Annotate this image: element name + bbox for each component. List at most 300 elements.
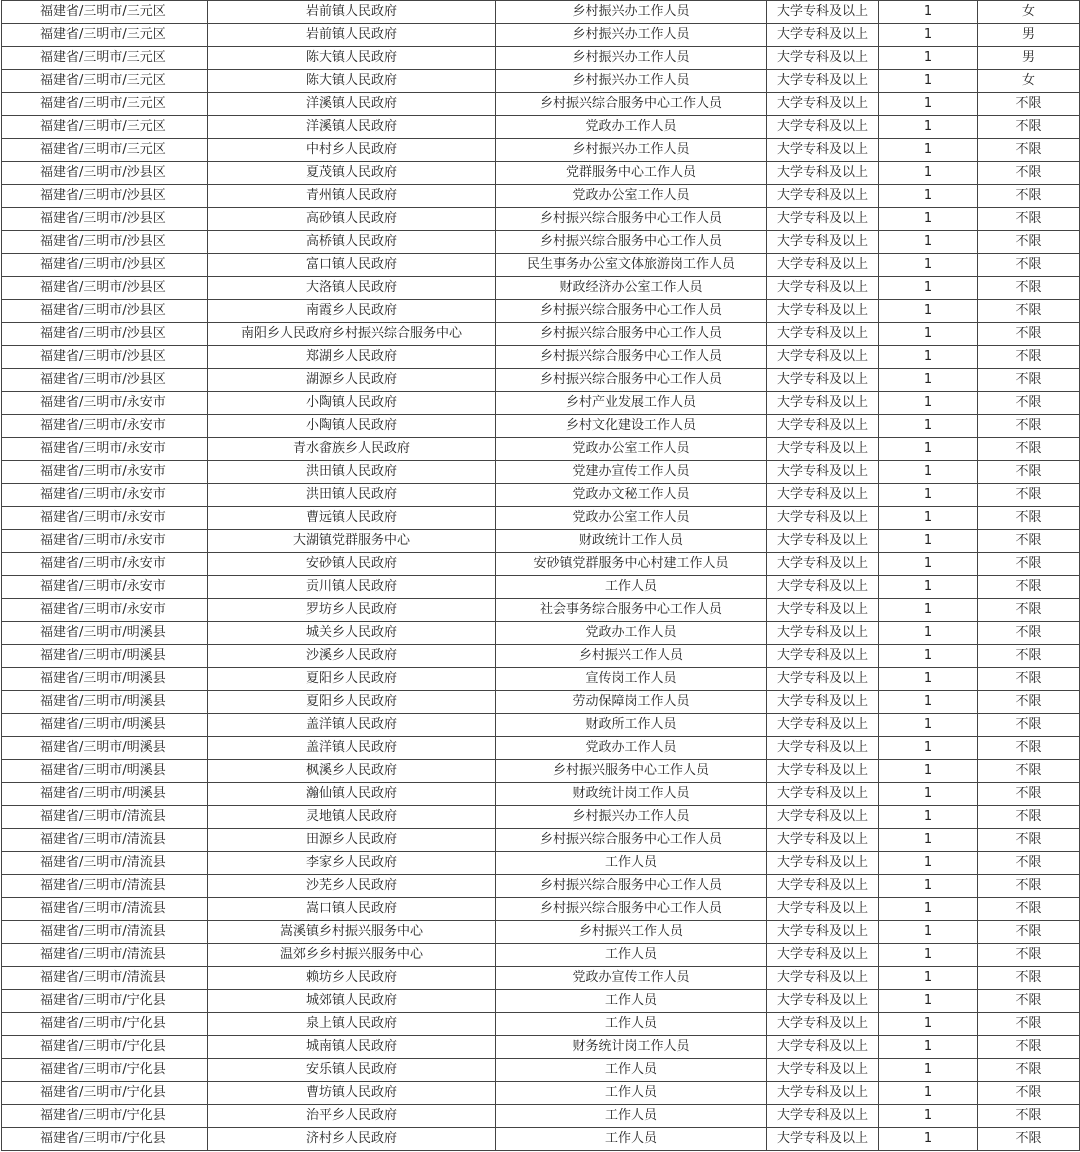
- region-cell: 福建省/三明市/沙县区: [2, 300, 208, 323]
- count-cell: 1: [879, 1059, 978, 1082]
- position-cell: 乡村振兴办工作人员: [496, 139, 767, 162]
- table-row: [2, 1059, 1080, 1082]
- count-cell: 1: [879, 1036, 978, 1059]
- position-cell: 工作人员: [496, 944, 767, 967]
- education-cell: 大学专科及以上: [767, 622, 879, 645]
- region-cell: 福建省/三明市/永安市: [2, 530, 208, 553]
- region-cell: 福建省/三明市/宁化县: [2, 1082, 208, 1105]
- position-cell: 党政办文秘工作人员: [496, 484, 767, 507]
- education-cell: 大学专科及以上: [767, 783, 879, 806]
- table-row: [2, 1128, 1080, 1151]
- education-cell: 大学专科及以上: [767, 277, 879, 300]
- count-cell: 1: [879, 323, 978, 346]
- employer-cell: 洋溪镇人民政府: [208, 116, 496, 139]
- table-row: [2, 622, 1080, 645]
- region-cell: 福建省/三明市/明溪县: [2, 737, 208, 760]
- region-cell: 福建省/三明市/明溪县: [2, 645, 208, 668]
- gender-cell: 不限: [978, 783, 1080, 806]
- position-cell: 财政统计岗工作人员: [496, 783, 767, 806]
- region-cell: 福建省/三明市/清流县: [2, 944, 208, 967]
- table-row: [2, 254, 1080, 277]
- table-row: [2, 530, 1080, 553]
- gender-cell: 不限: [978, 553, 1080, 576]
- employer-cell: 治平乡人民政府: [208, 1105, 496, 1128]
- table-row: [2, 714, 1080, 737]
- position-cell: 财政统计工作人员: [496, 530, 767, 553]
- education-cell: 大学专科及以上: [767, 829, 879, 852]
- count-cell: 1: [879, 599, 978, 622]
- employer-cell: 小陶镇人民政府: [208, 415, 496, 438]
- gender-cell: 不限: [978, 507, 1080, 530]
- count-cell: 1: [879, 622, 978, 645]
- count-cell: 1: [879, 1013, 978, 1036]
- table-row: [2, 185, 1080, 208]
- education-cell: 大学专科及以上: [767, 852, 879, 875]
- education-cell: 大学专科及以上: [767, 369, 879, 392]
- table-row: [2, 1036, 1080, 1059]
- education-cell: 大学专科及以上: [767, 47, 879, 70]
- gender-cell: 不限: [978, 576, 1080, 599]
- education-cell: 大学专科及以上: [767, 461, 879, 484]
- gender-cell: 不限: [978, 1128, 1080, 1151]
- gender-cell: 不限: [978, 760, 1080, 783]
- position-cell: 乡村振兴综合服务中心工作人员: [496, 829, 767, 852]
- employer-cell: 大湖镇党群服务中心: [208, 530, 496, 553]
- gender-cell: 不限: [978, 208, 1080, 231]
- education-cell: 大学专科及以上: [767, 1059, 879, 1082]
- region-cell: 福建省/三明市/清流县: [2, 829, 208, 852]
- position-cell: 乡村振兴综合服务中心工作人员: [496, 231, 767, 254]
- position-cell: 乡村振兴综合服务中心工作人员: [496, 898, 767, 921]
- count-cell: 1: [879, 576, 978, 599]
- count-cell: 1: [879, 1105, 978, 1128]
- region-cell: 福建省/三明市/沙县区: [2, 323, 208, 346]
- region-cell: 福建省/三明市/清流县: [2, 898, 208, 921]
- table-row: [2, 70, 1080, 93]
- gender-cell: 不限: [978, 116, 1080, 139]
- table-row: [2, 1082, 1080, 1105]
- region-cell: 福建省/三明市/三元区: [2, 93, 208, 116]
- count-cell: 1: [879, 507, 978, 530]
- count-cell: 1: [879, 530, 978, 553]
- region-cell: 福建省/三明市/沙县区: [2, 254, 208, 277]
- position-cell: 党政办公室工作人员: [496, 507, 767, 530]
- region-cell: 福建省/三明市/明溪县: [2, 760, 208, 783]
- position-cell: 乡村振兴综合服务中心工作人员: [496, 300, 767, 323]
- count-cell: 1: [879, 116, 978, 139]
- table-row: [2, 24, 1080, 47]
- gender-cell: 不限: [978, 875, 1080, 898]
- employer-cell: 盖洋镇人民政府: [208, 714, 496, 737]
- position-cell: 党建办宣传工作人员: [496, 461, 767, 484]
- gender-cell: 不限: [978, 691, 1080, 714]
- region-cell: 福建省/三明市/宁化县: [2, 1059, 208, 1082]
- employer-cell: 贡川镇人民政府: [208, 576, 496, 599]
- region-cell: 福建省/三明市/永安市: [2, 415, 208, 438]
- employer-cell: 中村乡人民政府: [208, 139, 496, 162]
- employer-cell: 田源乡人民政府: [208, 829, 496, 852]
- employer-cell: 李家乡人民政府: [208, 852, 496, 875]
- education-cell: 大学专科及以上: [767, 415, 879, 438]
- employer-cell: 罗坊乡人民政府: [208, 599, 496, 622]
- gender-cell: 不限: [978, 599, 1080, 622]
- table-row: [2, 162, 1080, 185]
- gender-cell: 不限: [978, 1036, 1080, 1059]
- region-cell: 福建省/三明市/明溪县: [2, 622, 208, 645]
- employer-cell: 南阳乡人民政府乡村振兴综合服务中心: [208, 323, 496, 346]
- count-cell: 1: [879, 1128, 978, 1151]
- gender-cell: 不限: [978, 231, 1080, 254]
- region-cell: 福建省/三明市/永安市: [2, 507, 208, 530]
- region-cell: 福建省/三明市/沙县区: [2, 208, 208, 231]
- employer-cell: 青州镇人民政府: [208, 185, 496, 208]
- employer-cell: 城南镇人民政府: [208, 1036, 496, 1059]
- count-cell: 1: [879, 806, 978, 829]
- count-cell: 1: [879, 346, 978, 369]
- education-cell: 大学专科及以上: [767, 1128, 879, 1151]
- gender-cell: 不限: [978, 300, 1080, 323]
- education-cell: 大学专科及以上: [767, 300, 879, 323]
- count-cell: 1: [879, 185, 978, 208]
- gender-cell: 不限: [978, 829, 1080, 852]
- gender-cell: 不限: [978, 1082, 1080, 1105]
- region-cell: 福建省/三明市/明溪县: [2, 714, 208, 737]
- education-cell: 大学专科及以上: [767, 530, 879, 553]
- count-cell: 1: [879, 300, 978, 323]
- employer-cell: 岩前镇人民政府: [208, 1, 496, 24]
- table-row: [2, 921, 1080, 944]
- count-cell: 1: [879, 829, 978, 852]
- gender-cell: 不限: [978, 438, 1080, 461]
- region-cell: 福建省/三明市/清流县: [2, 852, 208, 875]
- count-cell: 1: [879, 24, 978, 47]
- table-row: [2, 277, 1080, 300]
- gender-cell: 不限: [978, 346, 1080, 369]
- table-row: [2, 461, 1080, 484]
- education-cell: 大学专科及以上: [767, 93, 879, 116]
- count-cell: 1: [879, 415, 978, 438]
- count-cell: 1: [879, 70, 978, 93]
- region-cell: 福建省/三明市/沙县区: [2, 162, 208, 185]
- position-cell: 党群服务中心工作人员: [496, 162, 767, 185]
- education-cell: 大学专科及以上: [767, 208, 879, 231]
- employer-cell: 嵩口镇人民政府: [208, 898, 496, 921]
- employer-cell: 郑湖乡人民政府: [208, 346, 496, 369]
- region-cell: 福建省/三明市/清流县: [2, 875, 208, 898]
- region-cell: 福建省/三明市/永安市: [2, 392, 208, 415]
- position-cell: 乡村振兴综合服务中心工作人员: [496, 875, 767, 898]
- education-cell: 大学专科及以上: [767, 990, 879, 1013]
- education-cell: 大学专科及以上: [767, 1013, 879, 1036]
- table-row: [2, 47, 1080, 70]
- table-row: [2, 93, 1080, 116]
- education-cell: 大学专科及以上: [767, 668, 879, 691]
- region-cell: 福建省/三明市/永安市: [2, 576, 208, 599]
- position-cell: 乡村振兴综合服务中心工作人员: [496, 369, 767, 392]
- education-cell: 大学专科及以上: [767, 875, 879, 898]
- count-cell: 1: [879, 1, 978, 24]
- employer-cell: 洪田镇人民政府: [208, 461, 496, 484]
- employer-cell: 曹坊镇人民政府: [208, 1082, 496, 1105]
- positions-table: [1, 0, 1080, 1151]
- count-cell: 1: [879, 208, 978, 231]
- region-cell: 福建省/三明市/三元区: [2, 139, 208, 162]
- education-cell: 大学专科及以上: [767, 576, 879, 599]
- education-cell: 大学专科及以上: [767, 714, 879, 737]
- employer-cell: 瀚仙镇人民政府: [208, 783, 496, 806]
- employer-cell: 枫溪乡人民政府: [208, 760, 496, 783]
- position-cell: 财政经济办公室工作人员: [496, 277, 767, 300]
- gender-cell: 不限: [978, 369, 1080, 392]
- region-cell: 福建省/三明市/三元区: [2, 24, 208, 47]
- region-cell: 福建省/三明市/三元区: [2, 47, 208, 70]
- gender-cell: 不限: [978, 93, 1080, 116]
- region-cell: 福建省/三明市/永安市: [2, 461, 208, 484]
- gender-cell: 不限: [978, 898, 1080, 921]
- education-cell: 大学专科及以上: [767, 760, 879, 783]
- gender-cell: 不限: [978, 990, 1080, 1013]
- position-cell: 民生事务办公室文体旅游岗工作人员: [496, 254, 767, 277]
- table-row: [2, 760, 1080, 783]
- table-row: [2, 438, 1080, 461]
- count-cell: 1: [879, 93, 978, 116]
- region-cell: 福建省/三明市/清流县: [2, 921, 208, 944]
- table-row: [2, 553, 1080, 576]
- gender-cell: 不限: [978, 392, 1080, 415]
- table-row: [2, 507, 1080, 530]
- count-cell: 1: [879, 783, 978, 806]
- position-cell: 劳动保障岗工作人员: [496, 691, 767, 714]
- gender-cell: 不限: [978, 162, 1080, 185]
- table-row: [2, 369, 1080, 392]
- employer-cell: 济村乡人民政府: [208, 1128, 496, 1151]
- count-cell: 1: [879, 714, 978, 737]
- table-row: [2, 898, 1080, 921]
- position-cell: 工作人员: [496, 1082, 767, 1105]
- position-cell: 财务统计岗工作人员: [496, 1036, 767, 1059]
- education-cell: 大学专科及以上: [767, 254, 879, 277]
- education-cell: 大学专科及以上: [767, 1105, 879, 1128]
- position-cell: 乡村振兴工作人员: [496, 645, 767, 668]
- employer-cell: 安乐镇人民政府: [208, 1059, 496, 1082]
- count-cell: 1: [879, 921, 978, 944]
- position-cell: 工作人员: [496, 852, 767, 875]
- position-cell: 乡村振兴综合服务中心工作人员: [496, 323, 767, 346]
- employer-cell: 高砂镇人民政府: [208, 208, 496, 231]
- count-cell: 1: [879, 231, 978, 254]
- gender-cell: 男: [978, 24, 1080, 47]
- position-cell: 党政办工作人员: [496, 116, 767, 139]
- table-row: [2, 806, 1080, 829]
- gender-cell: 不限: [978, 277, 1080, 300]
- region-cell: 福建省/三明市/清流县: [2, 967, 208, 990]
- employer-cell: 盖洋镇人民政府: [208, 737, 496, 760]
- education-cell: 大学专科及以上: [767, 392, 879, 415]
- employer-cell: 夏阳乡人民政府: [208, 668, 496, 691]
- employer-cell: 夏茂镇人民政府: [208, 162, 496, 185]
- table-row: [2, 875, 1080, 898]
- count-cell: 1: [879, 967, 978, 990]
- region-cell: 福建省/三明市/沙县区: [2, 346, 208, 369]
- education-cell: 大学专科及以上: [767, 553, 879, 576]
- gender-cell: 男: [978, 47, 1080, 70]
- education-cell: 大学专科及以上: [767, 599, 879, 622]
- region-cell: 福建省/三明市/宁化县: [2, 1105, 208, 1128]
- table-row: [2, 829, 1080, 852]
- position-cell: 工作人员: [496, 990, 767, 1013]
- employer-cell: 夏阳乡人民政府: [208, 691, 496, 714]
- table-row: [2, 645, 1080, 668]
- table-row: [2, 346, 1080, 369]
- table-row: [2, 737, 1080, 760]
- position-cell: 党政办工作人员: [496, 622, 767, 645]
- gender-cell: 不限: [978, 1013, 1080, 1036]
- count-cell: 1: [879, 875, 978, 898]
- education-cell: 大学专科及以上: [767, 231, 879, 254]
- count-cell: 1: [879, 691, 978, 714]
- count-cell: 1: [879, 760, 978, 783]
- position-cell: 工作人员: [496, 1105, 767, 1128]
- education-cell: 大学专科及以上: [767, 806, 879, 829]
- gender-cell: 不限: [978, 415, 1080, 438]
- region-cell: 福建省/三明市/宁化县: [2, 1013, 208, 1036]
- gender-cell: 不限: [978, 645, 1080, 668]
- region-cell: 福建省/三明市/明溪县: [2, 783, 208, 806]
- table-row: [2, 967, 1080, 990]
- education-cell: 大学专科及以上: [767, 645, 879, 668]
- count-cell: 1: [879, 737, 978, 760]
- count-cell: 1: [879, 277, 978, 300]
- count-cell: 1: [879, 990, 978, 1013]
- employer-cell: 洪田镇人民政府: [208, 484, 496, 507]
- table-row: [2, 116, 1080, 139]
- employer-cell: 陈大镇人民政府: [208, 70, 496, 93]
- employer-cell: 大洛镇人民政府: [208, 277, 496, 300]
- gender-cell: 不限: [978, 622, 1080, 645]
- count-cell: 1: [879, 139, 978, 162]
- position-cell: 工作人员: [496, 1128, 767, 1151]
- gender-cell: 不限: [978, 714, 1080, 737]
- employer-cell: 沙芜乡人民政府: [208, 875, 496, 898]
- table-row: [2, 1105, 1080, 1128]
- education-cell: 大学专科及以上: [767, 323, 879, 346]
- education-cell: 大学专科及以上: [767, 691, 879, 714]
- employer-cell: 曹远镇人民政府: [208, 507, 496, 530]
- region-cell: 福建省/三明市/明溪县: [2, 691, 208, 714]
- employer-cell: 灵地镇人民政府: [208, 806, 496, 829]
- employer-cell: 温郊乡乡村振兴服务中心: [208, 944, 496, 967]
- table-row: [2, 944, 1080, 967]
- table-row: [2, 691, 1080, 714]
- region-cell: 福建省/三明市/沙县区: [2, 277, 208, 300]
- count-cell: 1: [879, 553, 978, 576]
- education-cell: 大学专科及以上: [767, 70, 879, 93]
- position-cell: 工作人员: [496, 576, 767, 599]
- position-cell: 工作人员: [496, 1013, 767, 1036]
- table-row: [2, 392, 1080, 415]
- count-cell: 1: [879, 484, 978, 507]
- employer-cell: 赖坊乡人民政府: [208, 967, 496, 990]
- position-cell: 乡村振兴工作人员: [496, 921, 767, 944]
- education-cell: 大学专科及以上: [767, 921, 879, 944]
- gender-cell: 不限: [978, 668, 1080, 691]
- education-cell: 大学专科及以上: [767, 507, 879, 530]
- employer-cell: 富口镇人民政府: [208, 254, 496, 277]
- region-cell: 福建省/三明市/永安市: [2, 553, 208, 576]
- position-cell: 党政办工作人员: [496, 737, 767, 760]
- position-cell: 安砂镇党群服务中心村建工作人员: [496, 553, 767, 576]
- table-row: [2, 668, 1080, 691]
- education-cell: 大学专科及以上: [767, 484, 879, 507]
- employer-cell: 陈大镇人民政府: [208, 47, 496, 70]
- region-cell: 福建省/三明市/三元区: [2, 116, 208, 139]
- gender-cell: 不限: [978, 806, 1080, 829]
- table-row: [2, 300, 1080, 323]
- region-cell: 福建省/三明市/三元区: [2, 1, 208, 24]
- position-cell: 宣传岗工作人员: [496, 668, 767, 691]
- region-cell: 福建省/三明市/三元区: [2, 70, 208, 93]
- gender-cell: 不限: [978, 461, 1080, 484]
- region-cell: 福建省/三明市/宁化县: [2, 990, 208, 1013]
- position-cell: 党政办宣传工作人员: [496, 967, 767, 990]
- count-cell: 1: [879, 369, 978, 392]
- gender-cell: 女: [978, 70, 1080, 93]
- education-cell: 大学专科及以上: [767, 898, 879, 921]
- gender-cell: 不限: [978, 944, 1080, 967]
- position-cell: 工作人员: [496, 1059, 767, 1082]
- gender-cell: 不限: [978, 185, 1080, 208]
- position-cell: 社会事务综合服务中心工作人员: [496, 599, 767, 622]
- position-cell: 乡村振兴办工作人员: [496, 47, 767, 70]
- employer-cell: 南霞乡人民政府: [208, 300, 496, 323]
- table-row: [2, 415, 1080, 438]
- count-cell: 1: [879, 162, 978, 185]
- employer-cell: 城关乡人民政府: [208, 622, 496, 645]
- region-cell: 福建省/三明市/明溪县: [2, 668, 208, 691]
- position-cell: 党政办公室工作人员: [496, 185, 767, 208]
- gender-cell: 不限: [978, 139, 1080, 162]
- employer-cell: 岩前镇人民政府: [208, 24, 496, 47]
- education-cell: 大学专科及以上: [767, 438, 879, 461]
- position-cell: 党政办公室工作人员: [496, 438, 767, 461]
- employer-cell: 青水畲族乡人民政府: [208, 438, 496, 461]
- education-cell: 大学专科及以上: [767, 1036, 879, 1059]
- region-cell: 福建省/三明市/永安市: [2, 484, 208, 507]
- position-cell: 财政所工作人员: [496, 714, 767, 737]
- table-row: [2, 990, 1080, 1013]
- gender-cell: 不限: [978, 254, 1080, 277]
- position-cell: 乡村振兴办工作人员: [496, 806, 767, 829]
- table-row: [2, 1, 1080, 24]
- table-row: [2, 231, 1080, 254]
- table-row: [2, 139, 1080, 162]
- gender-cell: 不限: [978, 921, 1080, 944]
- education-cell: 大学专科及以上: [767, 1082, 879, 1105]
- education-cell: 大学专科及以上: [767, 944, 879, 967]
- education-cell: 大学专科及以上: [767, 346, 879, 369]
- gender-cell: 不限: [978, 484, 1080, 507]
- table-row: [2, 208, 1080, 231]
- education-cell: 大学专科及以上: [767, 967, 879, 990]
- table-row: [2, 1013, 1080, 1036]
- position-cell: 乡村振兴办工作人员: [496, 70, 767, 93]
- education-cell: 大学专科及以上: [767, 162, 879, 185]
- education-cell: 大学专科及以上: [767, 116, 879, 139]
- table-row: [2, 576, 1080, 599]
- position-cell: 乡村振兴综合服务中心工作人员: [496, 346, 767, 369]
- count-cell: 1: [879, 438, 978, 461]
- count-cell: 1: [879, 254, 978, 277]
